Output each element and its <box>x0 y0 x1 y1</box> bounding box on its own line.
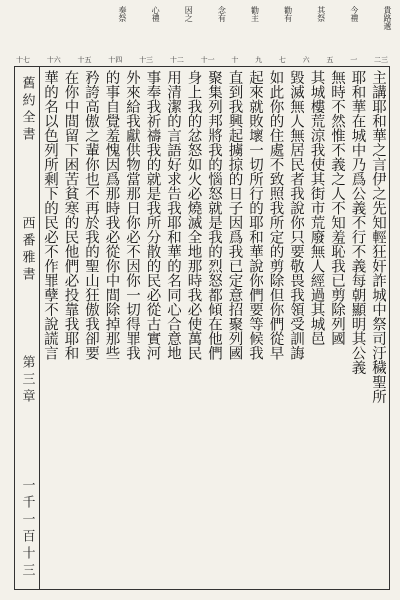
top-note: 其祭 <box>316 6 326 22</box>
ruler-mark: 十一 <box>200 56 215 64</box>
top-note: 勸有 <box>283 6 293 22</box>
ruler-mark: 十二 <box>169 56 184 64</box>
text-column: 其城樓荒涼我使其街市荒廢無人經過其城邑 <box>308 70 325 346</box>
text-column: 直到我興起擄掠的日子因爲我已定意招聚列國 <box>226 70 243 360</box>
text-column: 如此你的住處不致照我所定的剪除但你們從早 <box>267 70 284 360</box>
text-column: 華的名以色列所剩下的民必不作罪孽不說謊言 <box>42 70 58 360</box>
ruler-mark: 二三 <box>373 56 388 64</box>
ruler-mark: 十三 <box>139 56 154 64</box>
text-column: 用清潔的言語好求告我耶和華的名同心合意地 <box>165 70 181 360</box>
ruler-mark: 十四 <box>108 56 123 64</box>
text-column: 身上我的忿怒如火必燒滅全地那時我必使萬民 <box>185 70 202 360</box>
text-column: 在你中間留下困苦貧寒的民他們必投靠我耶和 <box>62 70 79 360</box>
ruler-mark: 十六 <box>46 56 61 64</box>
ruler-mark: 五 <box>326 56 334 64</box>
top-note: 心禮 <box>151 6 161 22</box>
text-column: 聚集列邦將我的惱怒就是我的烈怒都傾在他們 <box>206 70 222 360</box>
line-number-ruler <box>14 54 390 66</box>
ruler-mark: 六 <box>302 56 310 64</box>
text-columns <box>40 70 386 586</box>
margin-header <box>14 66 40 590</box>
top-note: 奏祭 <box>118 6 127 22</box>
ruler-mark: 七 <box>278 56 286 64</box>
ruler-mark: 一 <box>350 56 358 64</box>
top-note: 今禮 <box>349 6 359 22</box>
ruler-mark: 九 <box>255 56 263 64</box>
page-number: 一千一百十三 <box>19 477 35 580</box>
top-note: 念有 <box>217 6 227 22</box>
text-column: 矜誇高傲之輩你也不再於我的聖山狂傲我卻要 <box>83 70 99 360</box>
text-column: 外來給我獻供物當那日你必不因你一切得罪我 <box>124 70 140 360</box>
ruler-mark: 十七 <box>16 56 30 64</box>
section-title: 西番雅書 <box>19 215 35 284</box>
text-column: 毀滅無人無居民者我說你只要敬畏我領受訓誨 <box>288 70 304 360</box>
text-column: 的事自覺羞愧因爲那時我必從你中間除掉那些 <box>103 70 120 360</box>
text-column: 事奉我祈禱我的就是我所分散的民必從古實河 <box>144 70 161 360</box>
text-column: 耶和華在城中乃爲公義不行不義每朝顯明其公義 <box>349 70 366 375</box>
top-note: 貴路遞 <box>383 6 392 30</box>
chapter-label: 第三章 <box>19 355 35 407</box>
text-column: 主講耶和華之言伊之先知輕狂奸詐城中祭司汙穢聖所 <box>370 70 386 404</box>
top-note: 因之 <box>184 6 194 22</box>
book-title: 舊約全書 <box>19 76 35 144</box>
top-note: 勸主 <box>250 6 260 22</box>
ruler-mark: 十五 <box>77 56 92 64</box>
text-column: 無時不然惟不義之人不知羞恥我已剪除列國 <box>329 70 345 346</box>
text-column: 起來就敗壞一切所行的耶和華說你們要等候我 <box>247 70 263 360</box>
ruler-mark: 十 <box>231 56 239 64</box>
